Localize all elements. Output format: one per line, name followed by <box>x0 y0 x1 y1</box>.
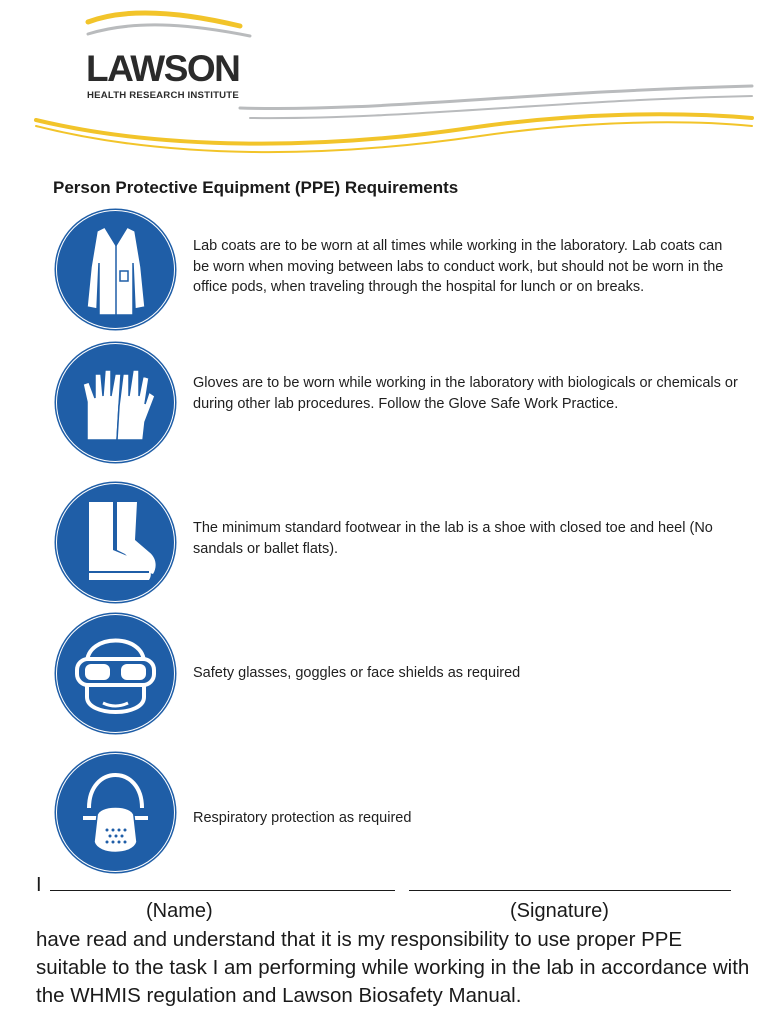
ppe-item-text: Respiratory protection as required <box>193 810 412 826</box>
logo-wordmark: LAWSON <box>86 48 240 89</box>
signature-field[interactable] <box>409 872 731 891</box>
ppe-item-text: Lab coats are to be worn at all times while working in the laboratory. Lab coats can be worn when moving between labs to conduct work, but should not be worn in the office pods, when traveling through the hospital for lunch or on breaks. <box>193 238 724 295</box>
ppe-item-footwear <box>53 480 743 605</box>
lab-coat-icon <box>53 207 178 332</box>
ppe-item-text: The minimum standard footwear in the lab is a shoe with closed toe and heel (No sandals or ballet flats). <box>193 520 713 557</box>
logo-subtitle: HEALTH RESEARCH INSTITUTE <box>87 90 239 101</box>
ppe-item-text: Safety glasses, goggles or face shields as required <box>193 665 521 681</box>
name-label: (Name) <box>146 900 213 922</box>
page-title: Person Protective Equipment (PPE) Requirements <box>53 178 459 197</box>
ppe-item-eye-protection <box>53 611 743 736</box>
ppe-item-gloves <box>53 340 743 465</box>
respirator-icon <box>53 750 178 875</box>
signature-label: (Signature) <box>510 900 609 922</box>
acknowledgement-statement: have read and understand that it is my responsibility to use proper PPE suitable to the task I am performing while working in the lab in accordance with the WHMIS regulation and Lawson Biosafety Manual. <box>36 928 750 1007</box>
safety-goggles-icon <box>53 611 178 736</box>
ppe-item-lab-coat <box>53 207 743 332</box>
signature-prefix: I <box>36 874 42 896</box>
boot-icon <box>53 480 178 605</box>
name-field[interactable] <box>50 872 395 891</box>
header <box>0 0 770 180</box>
signature-line <box>36 872 736 897</box>
ppe-item-text: Gloves are to be worn while working in the laboratory with biologicals or chemicals or during other lab procedures. Follow the Glove Safe Work Practice. <box>193 375 738 412</box>
gloves-icon <box>53 340 178 465</box>
ppe-item-respiratory <box>53 750 743 875</box>
